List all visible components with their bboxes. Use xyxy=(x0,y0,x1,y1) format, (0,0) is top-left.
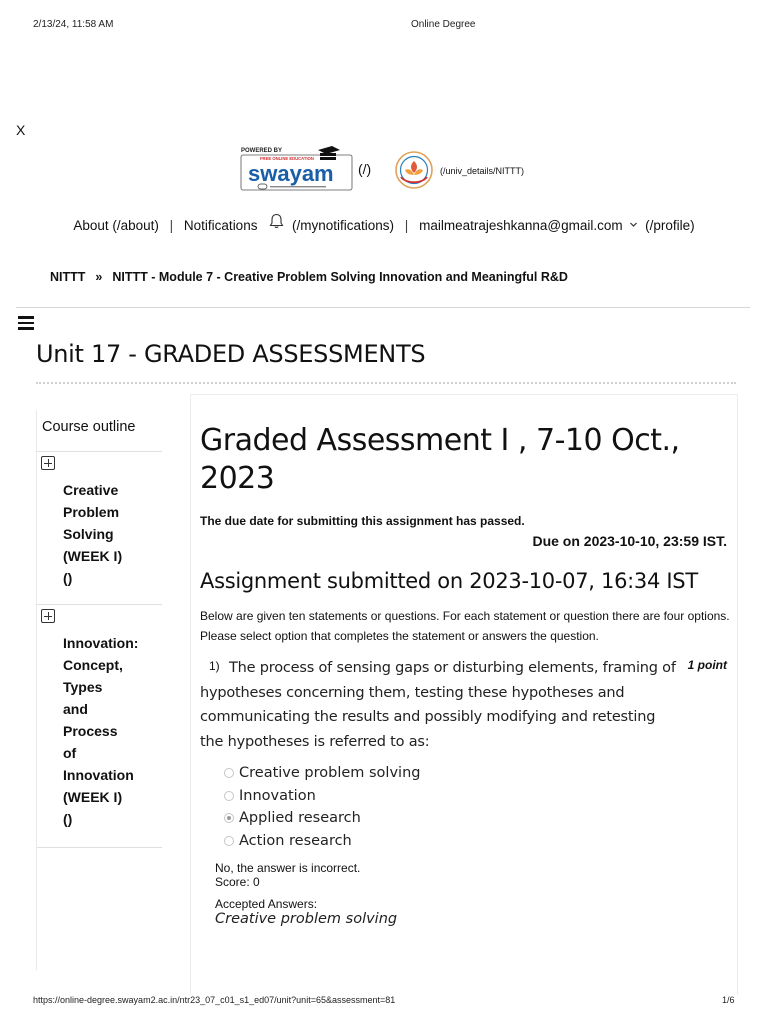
question-points: 1 point xyxy=(687,658,727,672)
notifications-path[interactable]: (/mynotifications) xyxy=(292,217,395,233)
radio-button[interactable] xyxy=(224,768,234,778)
unit-title: Unit 17 - GRADED ASSESSMENTS xyxy=(36,340,426,368)
feedback-text: No, the answer is incorrect. xyxy=(215,861,361,875)
assessment-instructions: Below are given ten statements or questions. For each statement or question there are four options. Please select option that completes the statement or answers the question. xyxy=(200,609,730,643)
print-url: https://online-degree.swayam2.ac.in/ntr23_07_c01_s1_ed07/unit?unit=65&assessment=81 xyxy=(33,995,396,1005)
option-label: Innovation xyxy=(239,787,316,804)
sidebar-item-innovation[interactable] xyxy=(63,632,149,830)
answer-option[interactable] xyxy=(224,785,420,808)
sidebar-item-line: and xyxy=(63,701,88,717)
nittt-link[interactable]: (/univ_details/NITTT) xyxy=(440,166,525,176)
course-outline-title: Course outline xyxy=(42,419,136,435)
header-divider xyxy=(16,307,750,308)
assessment-title: Graded Assessment I , 7-10 Oct., 2023 xyxy=(200,423,680,496)
sidebar-divider xyxy=(37,847,162,848)
nav-separator: | xyxy=(404,217,409,233)
deadline-passed-notice: The due date for submitting this assignment has passed. xyxy=(200,514,525,528)
sidebar-item-line: Creative xyxy=(63,482,119,498)
sidebar-item-line: () xyxy=(63,811,73,827)
chevron-down-icon[interactable] xyxy=(629,220,638,229)
breadcrumb-root[interactable]: NITTT xyxy=(50,270,86,284)
sidebar-item-line: (WEEK I) xyxy=(63,548,123,564)
radio-button[interactable] xyxy=(224,836,234,846)
due-date: Due on 2023-10-10, 23:59 IST. xyxy=(532,533,727,549)
print-title: Online Degree xyxy=(411,19,476,30)
swayam-wordmark: swayam xyxy=(248,161,334,186)
question-text: The process of sensing gaps or disturbing elements, framing of hypotheses concerning them, testing these hypotheses and communicating the results and possibly modifying and retesting the hypotheses is referred to as: xyxy=(200,660,676,750)
menu-icon[interactable] xyxy=(18,316,34,329)
radio-button-selected[interactable] xyxy=(224,813,234,823)
home-link[interactable]: (/) xyxy=(358,161,372,177)
option-label: Applied research xyxy=(239,810,361,827)
profile-link[interactable]: (/profile) xyxy=(645,217,695,233)
sidebar-item-line: () xyxy=(63,570,73,586)
print-page-number: 1/6 xyxy=(722,995,735,1005)
sidebar-divider xyxy=(37,451,162,452)
sidebar-item-line: Innovation xyxy=(63,767,134,783)
accepted-answers-label: Accepted Answers: xyxy=(215,897,318,911)
sidebar-item-line: of xyxy=(63,745,77,761)
option-label: Creative problem solving xyxy=(239,765,421,782)
nittt-logo[interactable] xyxy=(394,150,434,190)
close-button[interactable]: X xyxy=(16,122,26,138)
breadcrumb-current[interactable]: NITTT - Module 7 - Creative Problem Solving Innovation and Meaningful R&D xyxy=(112,270,568,284)
submission-status: Assignment submitted on 2023-10-07, 16:34 IST xyxy=(200,569,698,593)
answer-options xyxy=(224,762,420,852)
expand-icon[interactable] xyxy=(41,456,55,470)
swayam-powered-by: POWERED BY xyxy=(241,148,283,154)
email-menu[interactable]: mailmeatrajeshkanna@gmail.com xyxy=(419,217,623,233)
score-text: Score: 0 xyxy=(215,875,260,889)
expand-icon[interactable] xyxy=(41,609,55,623)
graduation-cap-icon xyxy=(318,146,340,160)
devanagari-tagline-mark xyxy=(270,186,326,187)
breadcrumb-separator: » xyxy=(95,270,103,284)
swayam-logo[interactable] xyxy=(240,144,353,192)
sidebar-item-line: Innovation: xyxy=(63,635,139,651)
about-link[interactable]: About (/about) xyxy=(73,217,159,233)
nav-separator: | xyxy=(169,217,174,233)
sidebar-item-line: Solving xyxy=(63,526,114,542)
sidebar-item-line: Concept, xyxy=(63,657,123,673)
answer-option[interactable] xyxy=(224,830,420,853)
breadcrumb xyxy=(50,270,568,284)
radio-button[interactable] xyxy=(224,791,234,801)
notifications-link[interactable]: Notifications xyxy=(183,217,258,233)
top-nav xyxy=(0,213,768,233)
answer-option[interactable] xyxy=(224,807,420,830)
sidebar-divider xyxy=(37,604,162,605)
sidebar-item-line: Types xyxy=(63,679,103,695)
print-datetime: 2/13/24, 11:58 AM xyxy=(33,19,114,30)
answer-feedback xyxy=(215,861,360,889)
answer-option[interactable] xyxy=(224,762,420,785)
question-number: 1) xyxy=(209,659,220,673)
sidebar-item-line: Problem xyxy=(63,504,120,520)
course-outline-sidebar xyxy=(36,410,162,970)
title-divider xyxy=(36,382,736,384)
bell-icon[interactable] xyxy=(269,213,284,229)
accepted-answer: Creative problem solving xyxy=(215,911,398,927)
swayam-tagline: FREE ONLINE EDUCATION xyxy=(260,156,314,161)
sidebar-item-line: (WEEK I) xyxy=(63,789,123,805)
sidebar-item-creative-problem-solving[interactable] xyxy=(63,479,149,589)
option-label: Action research xyxy=(239,832,352,849)
sidebar-item-line: Process xyxy=(63,723,118,739)
